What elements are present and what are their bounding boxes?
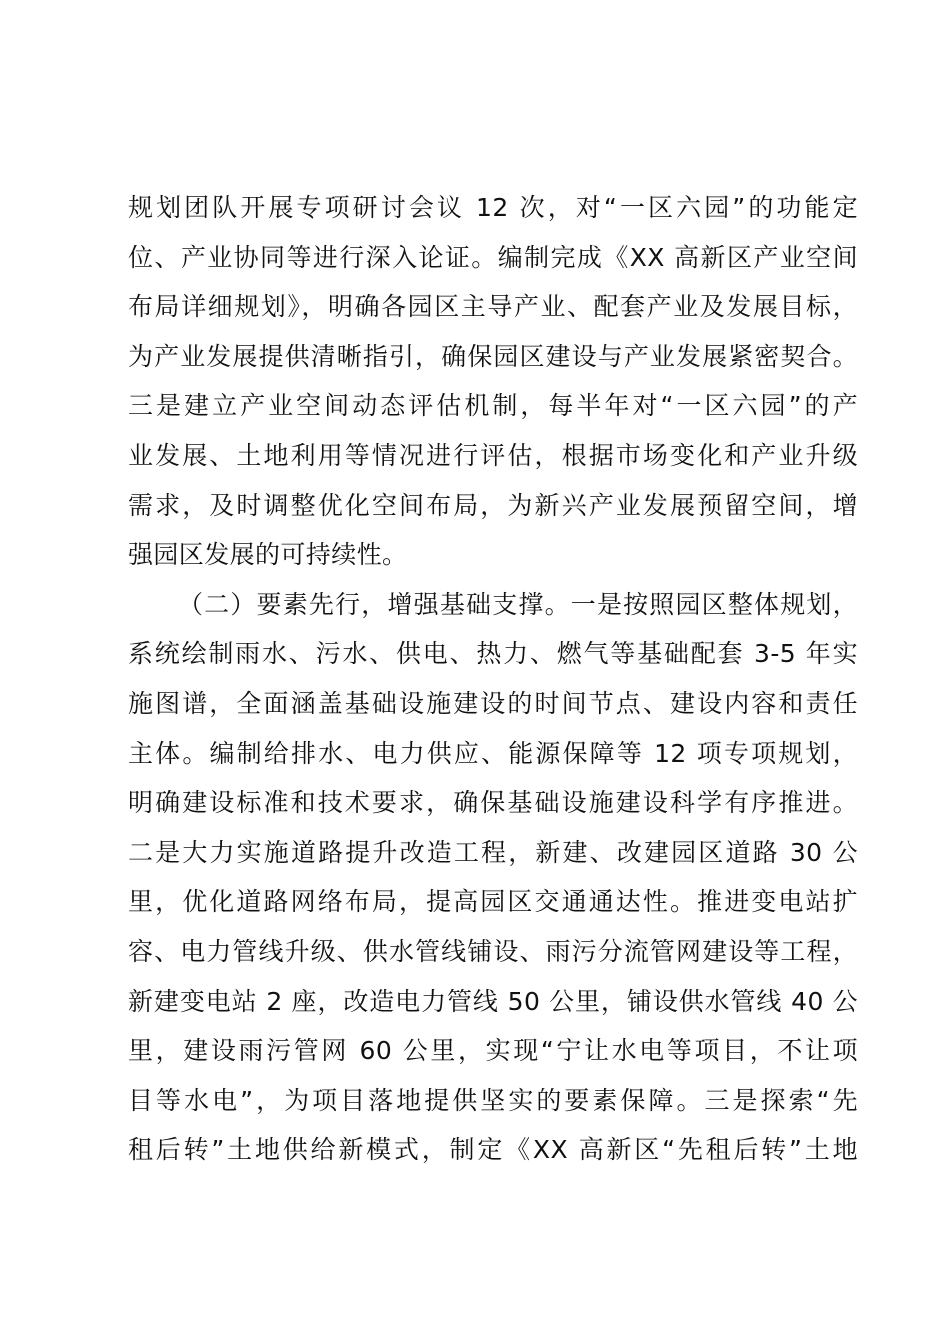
text-line: 里，建设雨污管网 60 公里，实现“宁让水电等项目，不让项 [128, 1036, 858, 1066]
text-line: 新建变电站 2 座，改造电力管线 50 公里，铺设供水管线 40 公 [128, 986, 858, 1016]
body-text [128, 183, 858, 1175]
text-line: （二）要素先行，增强基础支撑。一是按照园区整体规划， [178, 589, 858, 619]
text-line: 二是大力实施道路提升改造工程，新建、改建园区道路 30 公 [128, 837, 858, 867]
text-line: 位、产业协同等进行深入论证。编制完成《XX 高新区产业空间 [128, 242, 858, 272]
text-line: 强园区发展的可持续性。 [128, 540, 408, 570]
text-line: 施图谱，全面涵盖基础设施建设的时间节点、建设内容和责任 [128, 688, 858, 718]
paragraph-1 [128, 183, 858, 580]
text-line: 三是建立产业空间动态评估机制，每半年对“一区六园”的产 [128, 391, 858, 421]
text-line: 明确建设标准和技术要求，确保基础设施建设科学有序推进。 [128, 788, 858, 818]
text-line: 规划团队开展专项研讨会议 12 次，对“一区六园”的功能定 [128, 193, 858, 222]
text-line: 租后转”土地供给新模式，制定《XX 高新区“先租后转”土地 [128, 1135, 858, 1165]
text-line: 需求，及时调整优化空间布局，为新兴产业发展预留空间，增 [128, 490, 858, 520]
text-line: 容、电力管线升级、供水管线铺设、雨污分流管网建设等工程， [128, 936, 858, 966]
text-line: 布局详细规划》，明确各园区主导产业、配套产业及发展目标， [128, 292, 858, 322]
text-line: 为产业发展提供清晰指引，确保园区建设与产业发展紧密契合。 [128, 341, 858, 371]
paragraph-2 [128, 580, 858, 1175]
text-line: 系统绘制雨水、污水、供电、热力、燃气等基础配套 3-5 年实 [128, 639, 858, 669]
text-line: 业发展、土地利用等情况进行评估，根据市场变化和产业升级 [128, 440, 858, 470]
text-line: 里，优化道路网络布局，提高园区交通通达性。推进变电站扩 [128, 887, 858, 917]
text-line: 目等水电”，为项目落地提供坚实的要素保障。三是探索“先 [128, 1085, 858, 1115]
text-line: 主体。编制给排水、电力供应、能源保障等 12 项专项规划， [128, 738, 858, 768]
